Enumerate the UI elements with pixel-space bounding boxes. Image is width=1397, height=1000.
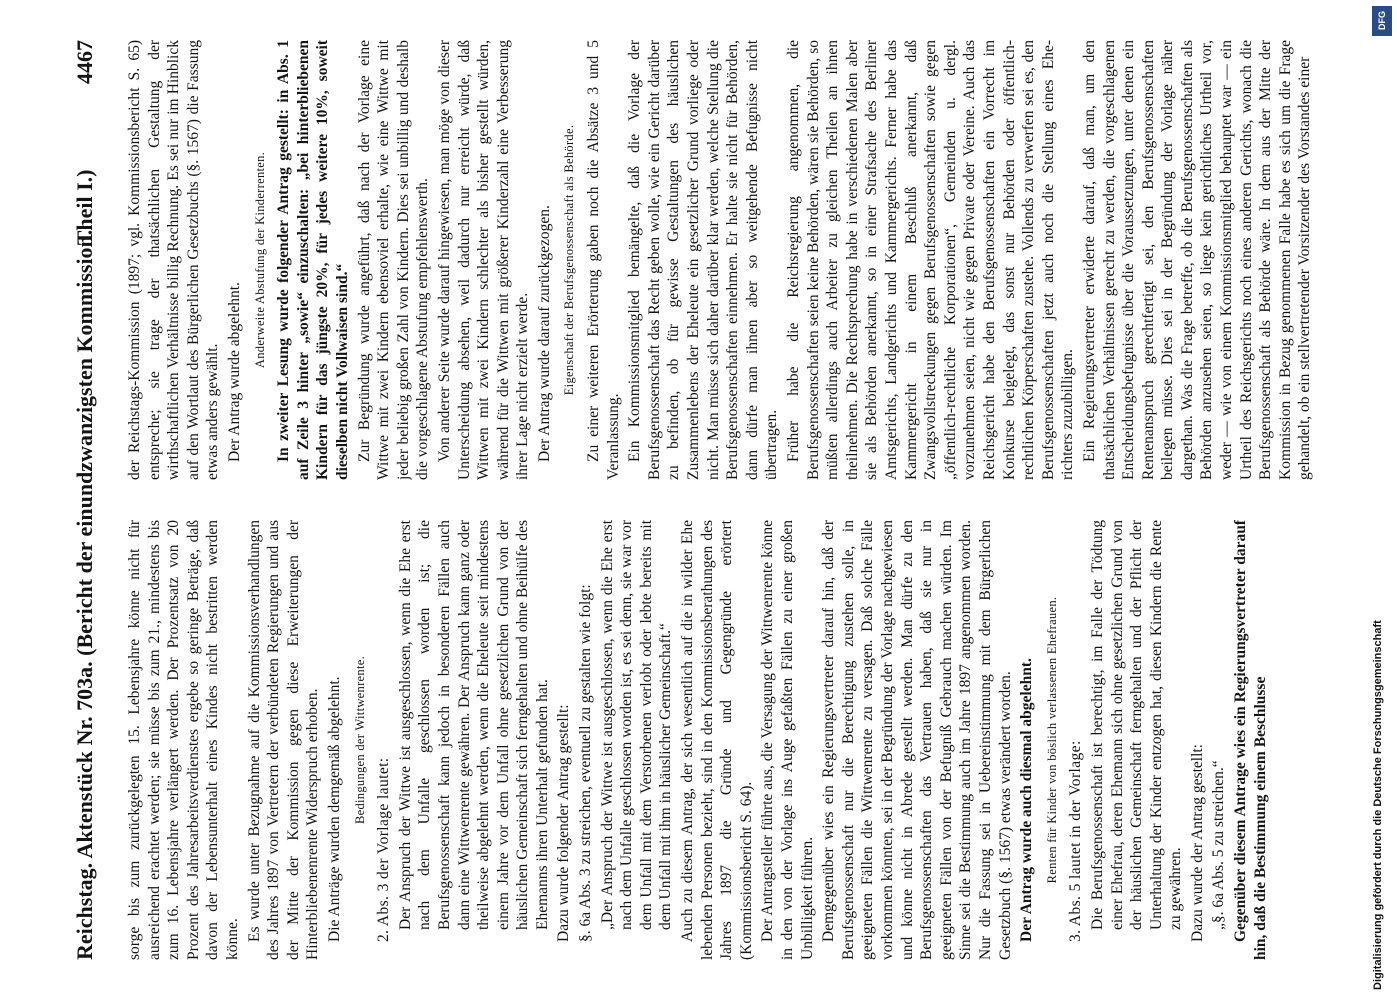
paragraph: Die Anträge wurden demgemäß abgelehnt.	[325, 676, 343, 942]
paragraph: 3. Abs. 5 lautet in der Vorlage:	[1067, 740, 1085, 942]
paragraph: Ein Kommissionsmitglied bemängelte, daß die Vorlage der Berufsgenossenschaft das Recht geben wolle, wie ein Gericht darüber zu befinden, ob für gewisse Gestaltungen des häuslichen Zusammenlebens der Eheleute ein gesetzlicher Grund vorliege oder nicht. Man müsse sich daher darüber klar werden, welche Stellung die Berufsgenossenschaften einnehmen. Er halte sie nicht für Behörden, dann dürfe man ihnen aber so weitgehende Befugnisse nicht übertragen.	[626, 40, 781, 480]
header-part: Theil I.)	[72, 169, 97, 246]
paragraph: Der Antrag wurde abgelehnt.	[225, 282, 243, 462]
paragraph: Zu einer weiteren Erörterung gaben noch die Absätze 3 und 5 Veranlassung.	[585, 40, 622, 480]
page-header	[60, 40, 120, 960]
paragraph: sorge bis zum zurückgelegten 15. Lebensjahre könne nicht für ausreichend erachtet werden; sie müsse bis zum 21., mindestens bis zum 16. Lebensjahre verlängert werden. Der Prozentsatz von 20 Prozent des Jahresarbeitsverdienstes ergebe so geringe Beträge, daß davon der Lebensunterhalt eines Kindes nicht bestritten werden könne.	[126, 520, 241, 960]
paragraph: Der Antragsteller führte aus, die Versagung der Wittwenrente könne in den von der Vorlage ins Auge gefaßten Fällen zu einer großen Unbilligkeit führen.	[759, 520, 816, 960]
section-heading: Bedingungen der Wittwenrente.	[352, 656, 367, 824]
quoted-paragraph: Die Berufsgenossenschaft ist berechtigt, im Falle der Tödtung einer Ehefrau, deren Ehemann sich ohne gesetzlichen Grund von der häuslichen Gemeinschaft ferngehalten und der Pflicht der Unterhaltung der Kinder entzogen hat, diesen Kindern die Rente zu gewähren.	[1088, 520, 1185, 930]
paragraph: Von anderer Seite wurde darauf hingewiesen, man möge von dieser Unterscheidung absehen, weil dadurch nur erreicht würde, daß Wittwen mit zwei Kindern schlechter als bisher gestellt würden, während für die Wittwen mit größerer Kinderzahl eine Verbesserung ihrer Lage nicht erzielt werde.	[435, 40, 532, 480]
quoted-paragraph: Der Anspruch der Wittwe ist ausgeschlossen, wenn die Ehe erst nach dem Unfalle geschlossen worden ist; die Berufsgenossenschaft kann jedoch in besonderen Fällen auch dann eine Wittwenrente gewähren. Der Anspruch kann ganz oder theilweise abgelehnt werden, wenn die Eheleute seit mindestens einem Jahre vor dem Unfall ohne gesetzlichen Grund von der häuslichen Gemeinschaft sich ferngehalten und ohne Beihülfe des Ehemanns ihren Unterhalt gefunden hat.	[396, 520, 551, 930]
page-number: 4467	[72, 40, 97, 84]
paragraph: Der Antrag wurde darauf zurückgezogen.	[535, 205, 553, 462]
quoted-paragraph: „Der Anspruch der Wittwe ist ausgeschlossen, wenn die Ehe erst nach dem Unfalle geschlossen worden ist, es sei denn, sie war vor dem Unfall mit dem Verstorbenen verlobt oder lebte bereits mit dem Unfall mit ihm in häuslicher Gemeinschaft.“	[598, 520, 675, 930]
section-heading: Eigenschaft der Berufsgenossenschaft als Behörde.	[562, 124, 577, 396]
paragraph: Demgegenüber wies ein Regierungsvertreter darauf hin, daß der Berufsgenossenschaft nur die Berechtigung zustehen solle, in geeigneten Fällen die Wittwenrente zu versagen. Daß solche Fälle vorkommen könnten, sei in der Begründung der Vorlage nachgewiesen und könne nicht in Abrede gestellt werden. Man dürfe zu den Berufsgenossenschaften das Vertrauen haben, daß sie nur in geeigneten Fällen von der Befugniß Gebrauch machen würden. Im Sinne sei die Bestimmung auch im Jahre 1897 angenommen worden. Nur die Fassung sei in Uebereinstimmung mit dem Bürgerlichen Gesetzbuch (§. 1567) etwas verändert worden.	[820, 520, 1014, 960]
paragraph: Dazu wurde folgender Antrag gestellt:	[555, 704, 573, 942]
paragraph: Auch zu diesem Antrag, der sich wesentlich auf die in wilder Ehe lebenden Personen bezieht, sind in den Kommissionsberathungen des Jahres 1897 die Gründe und Gegengründe erörtert (Kommissionsbericht S. 64).	[679, 520, 755, 960]
paragraph: §. 6a Abs. 3 zu streichen, eventuell zu gestalten wie folgt:	[577, 584, 595, 942]
paragraph: Früher habe die Reichsregierung angenommen, die Berufsgenossenschaften seien keine Behörden, wären sie Behörden, so müßten allerdings auch Arbeiter zu gleichen Theilen an ihnen theilnehmen. Die Rechtsprechung habe in verschiedenen Malen aber sie als Behörden anerkannt, so in einer Strafsache des Berliner Amtsgerichts, Landgerichts und Kammergerichts. Ferner habe das Kammergericht in einem Beschluß anerkannt, daß Zwangsvollstreckungen gegen Berufsgenossenschaften sowie gegen „öffentlich-rechtliche Korporationen“, Gemeinden u. dergl. vorzunehmen seien, nicht wie gegen Private oder Vereine. Auch das Reichsgericht habe den Berufsgenossenschaften ein Vorrecht im Konkurse beigelegt, das sonst nur Behörden oder öffentlich-rechtlichen Körperschaften zustehe. Vollends zu verwerfen sei es, den Berufsgenossenschaften jetzt auch noch die Stellung eines Ehe-richters zuzubilligen.	[785, 40, 1077, 480]
paragraph: Dazu wurde der Antrag gestellt:	[1188, 744, 1206, 942]
section-heading: Renten für Kinder von böslich verlassenen Ehefrauen.	[1044, 596, 1059, 884]
left-column	[125, 520, 1325, 960]
paragraph: Zur Begründung wurde angeführt, daß nach der Vorlage eine Wittwe mit zwei Kindern ebensoviel erhalte, wie eine Wittwe mit jeder beliebig großen Zahl von Kindern. Dies sei unbillig und deshalb die vorgeschlagene Abstufung empfehlenswerth.	[355, 40, 432, 480]
header-right	[72, 40, 98, 245]
digitization-sidebar	[1368, 0, 1397, 1000]
paragraph: Gegenüber diesem Antrage wies ein Regierungsvertreter darauf hin, daß die Bestimmung einem Beschlusse	[1232, 520, 1269, 960]
paragraph: Es wurde unter Bezugnahme auf die Kommissionsverhandlungen des Jahres 1897 von Vertretern der verbündeten Regierungen und aus der Mitte der Kommission gegen diese Erweiterungen der Hinterbliebenenrente Widerspruch erhoben.	[245, 520, 322, 960]
paragraph: der Reichstags-Kommission (1897; vgl. Kommissionsbericht S. 65) entspreche; sie trage der thatsächlichen Gestaltung der wirthschaftlichen Verhältnisse billig Rechnung. Es sei nur im Hinblick auf den Wortlaut des Bürgerlichen Gesetzbuchs (§. 1567) die Fassung etwas anders gewählt.	[126, 40, 222, 480]
paragraph: Der Antrag wurde auch diesmal abgelehnt.	[1018, 658, 1036, 942]
dfg-logo: DFG	[1372, 6, 1392, 36]
paragraph: 2. Abs. 3 der Vorlage lautet:	[375, 757, 393, 942]
funding-credit: Digitalisierung gefördert durch die Deutsche Forschungsgemeinschaft	[1372, 620, 1384, 990]
paragraph: In zweiter Lesung wurde folgender Antrag gestellt: in Abs. 1 auf Zeile 3 hinter „sowie“ einzuschalten: „bei hinterbliebenen Kindern für das jüngste 20%, für jedes weitere 10%, soweit dieselben nicht Vollwaisen sind.“	[275, 40, 351, 480]
header-title: Reichstag. Aktenstück Nr. 703a. (Bericht der einundzwanzigsten Kommission.	[72, 229, 97, 960]
paragraph: Ein Regierungsvertreter erwiderte darauf, daß man, um den thatsächlichen Verhältnissen gerecht zu werden, die vorgeschlagenen Entscheidungsbefugnisse über die Voraussetzungen, unter denen ein Rentenanspruch gerechtfertigt sei, den Berufsgenossenschaften beilegen müsse. Dies sei in der Begründung der Vorlage näher dargethan. Was die Frage betreffe, ob die Berufsgenossenschaften als Behörden anzusehen seien, so liege kein gerichtliches Urtheil vor, weder — wie von einem Kommissionsmitglied behauptet war — ein Urtheil des Reichsgerichts noch eines anderen Gerichts, wonach die Berufsgenossenschaft als Behörde wäre. In dem aus der Mitte der Kommission in Bezug genommenen Falle habe es sich um die Frage gehandelt, ob ein stellvertretender Vorsitzender des Vorstandes einer	[1080, 40, 1314, 480]
section-heading: Anderweite Abstufung der Kinderrenten.	[252, 151, 267, 369]
right-column	[125, 40, 1325, 480]
quoted-paragraph: „§. 6a Abs. 5 zu streichen.“	[1210, 760, 1228, 930]
